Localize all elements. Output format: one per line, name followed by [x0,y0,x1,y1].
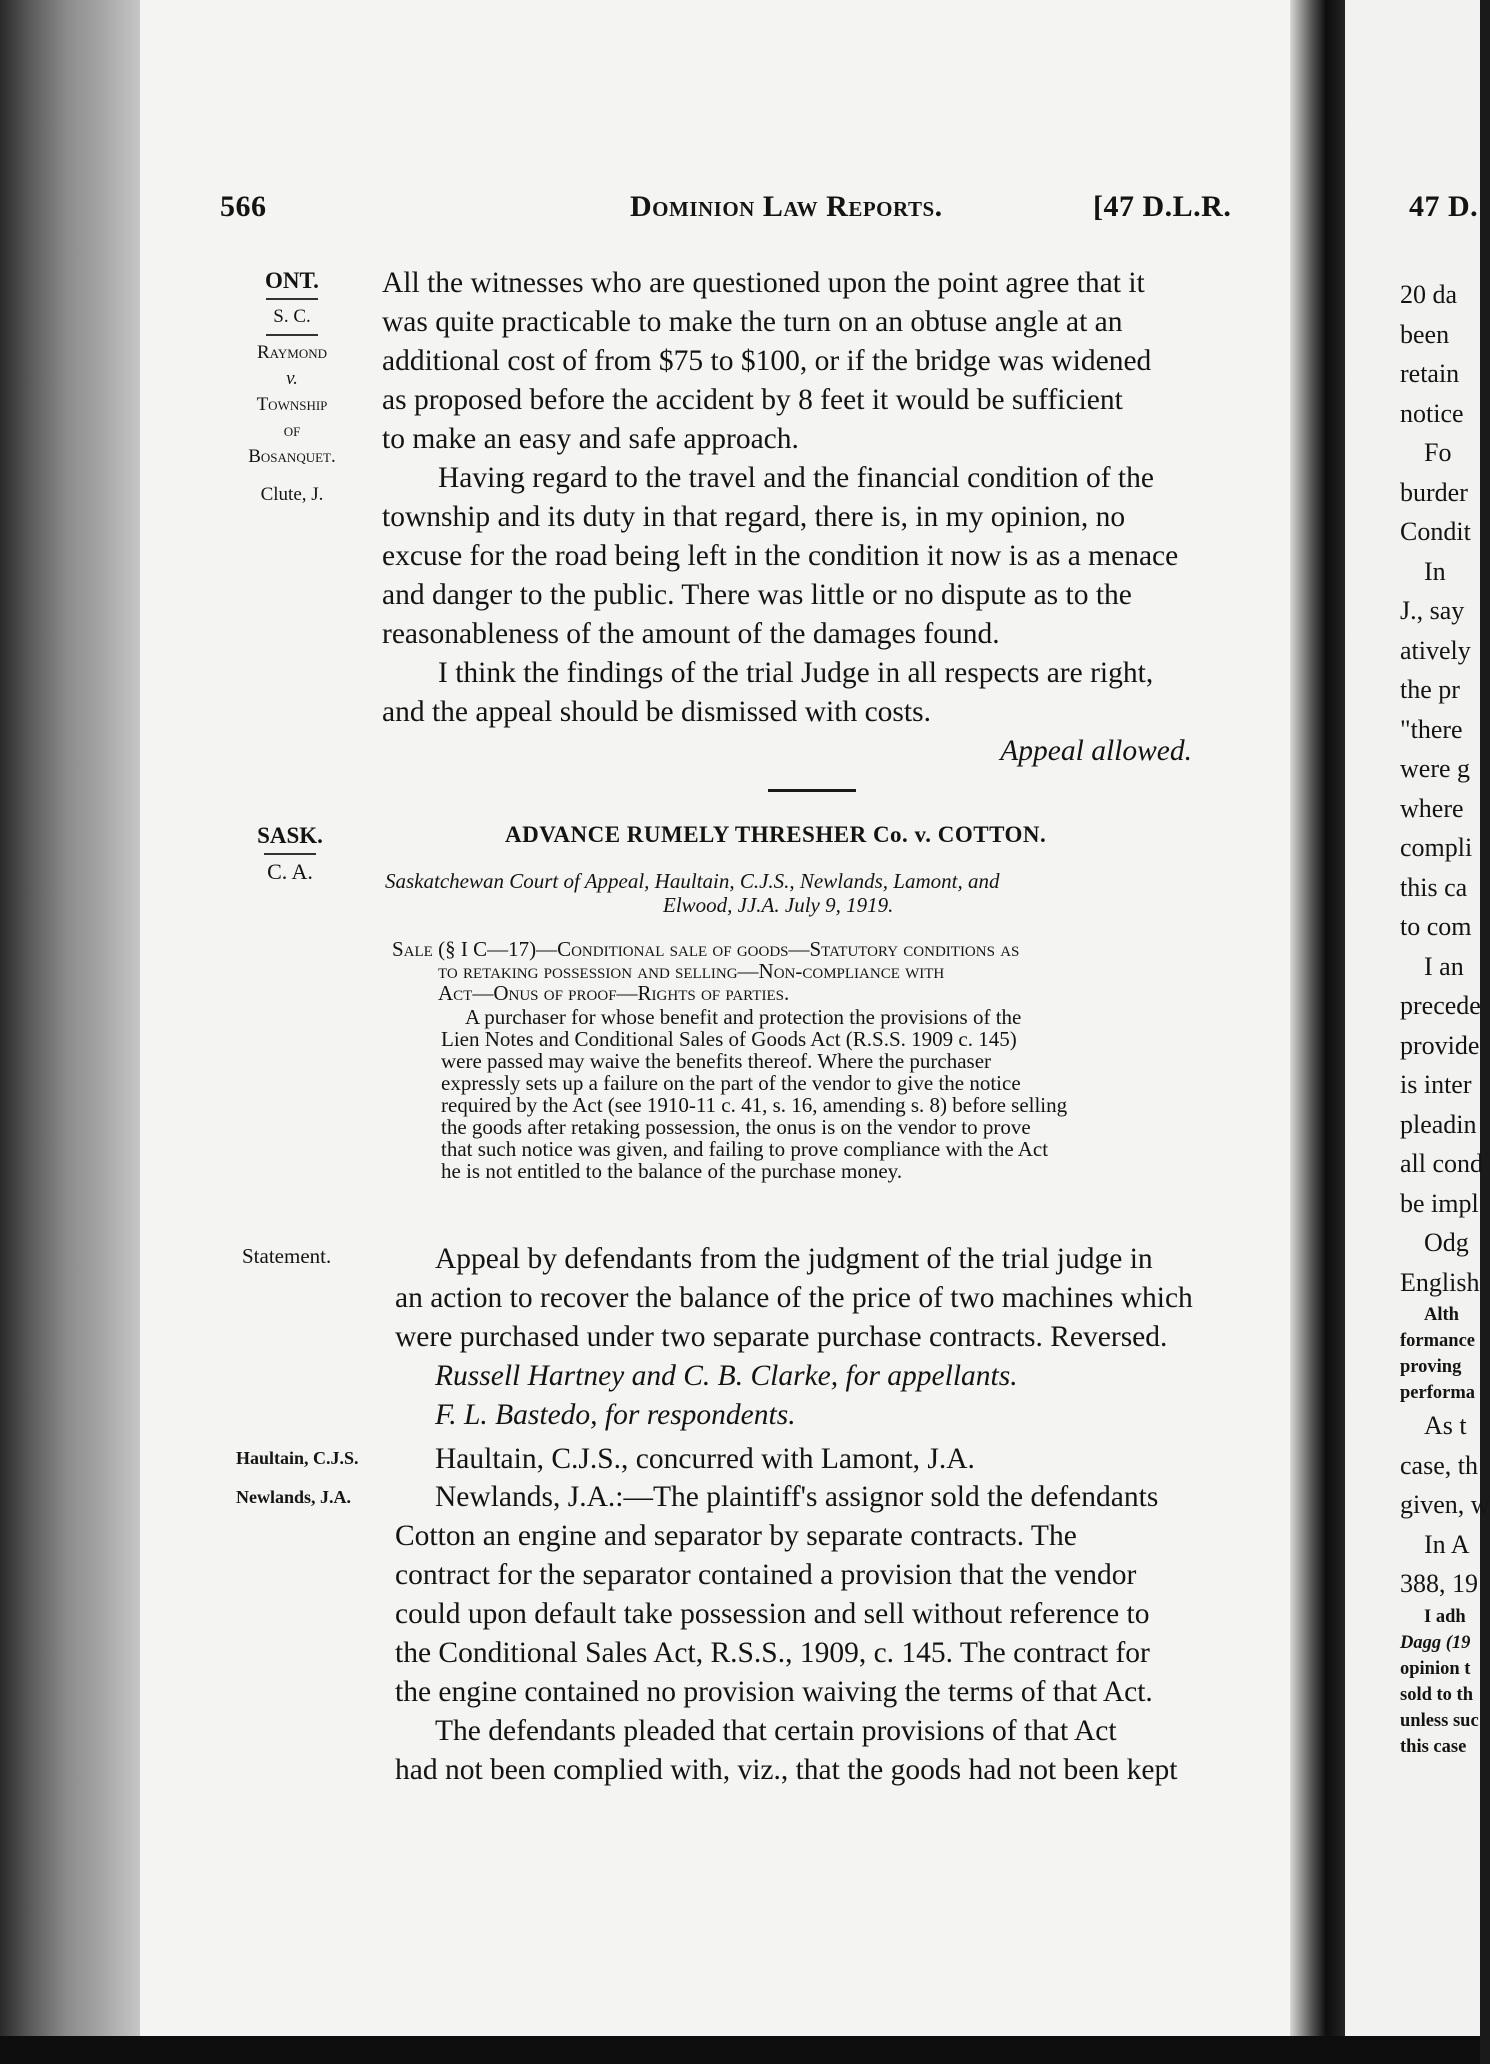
book-spine-edge [0,0,150,2064]
disposition: Appeal allowed. [1000,735,1192,767]
margin-province: SASK. [257,823,323,848]
body-line: Having regard to the travel and the financial condition of the [438,462,1154,494]
margin-rule [266,298,318,300]
headnote-line: required by the Act (see 1910-11 c. 41, s. 16, amending s. 8) before selling [441,1093,1068,1117]
body-line: township and its duty in that regard, there is, in my opinion, no [382,501,1126,533]
right-line: is inter [1400,1070,1472,1099]
right-line: Fo [1424,438,1452,467]
running-title: Dominion Law Reports. [630,190,943,223]
right-small-line: opinion t [1400,1658,1471,1679]
case1-margin [222,268,362,508]
right-line: to com [1400,912,1472,941]
right-small-line: performa [1400,1383,1475,1403]
headnote-line: Lien Notes and Conditional Sales of Goods Act (R.S.S. 1909 c. 145) [441,1027,1017,1051]
right-line: burder [1400,477,1468,507]
headnote-caption-line: to retaking possession and selling—Non-compliance with [438,959,945,983]
headnote-line: expressly sets up a failure on the part of the vendor to give the notice [441,1071,1021,1095]
bottom-shadow [0,2036,1480,2064]
right-line: this ca [1400,872,1468,902]
margin-province: ONT. [265,268,319,293]
right-line: J., say [1400,596,1465,625]
body-line: excuse for the road being left in the condition it now is as a menace [382,540,1179,572]
right-line: the pr [1400,675,1460,704]
body-line: All the witnesses who are questioned upon the point agree that it [382,267,1145,299]
margin-party-1: Raymond [257,342,327,363]
headnote-line: were passed may waive the benefits thereof. Where the purchaser [441,1049,992,1073]
margin-rule [266,334,318,336]
counsel-respondents: F. L. Bastedo, for respondents. [435,1399,796,1431]
right-small-line: this case [1400,1736,1467,1757]
right-line: In [1424,556,1446,586]
margin-haultain: Haultain, C.J.S. [236,1448,359,1468]
right-page-header: 47 D. [1409,190,1479,223]
right-line: 20 da [1400,280,1458,309]
right-small-line: Alth [1424,1305,1459,1325]
margin-court: C. A. [267,859,313,884]
right-line: Condit [1400,517,1471,546]
right-line: where [1400,793,1464,823]
right-line: "there [1400,714,1463,744]
newlands-line: contract for the separator contained a provision that the vendor [395,1559,1137,1591]
court-line-2: Elwood, JJ.A. July 9, 1919. [663,893,894,917]
statement-line: were purchased under two separate purchase contracts. Reversed. [395,1321,1168,1353]
right-small-line: formance [1400,1331,1475,1351]
right-line: were g [1400,754,1471,783]
statement-body [395,1240,1245,1435]
right-line: As t [1424,1411,1467,1440]
statement-line: Appeal by defendants from the judgment of the trial judge in [435,1243,1153,1275]
body-line: additional cost of from $75 to $100, or if the bridge was widened [382,345,1152,377]
right-small-line: Dagg (19 [1400,1632,1471,1653]
right-page-text [1400,275,1490,1760]
margin-party-2c: Bosanquet. [248,446,336,467]
volume-label: [47 D.L.R. [1093,190,1232,223]
newlands-line: the Conditional Sales Act, R.S.S., 1909, c. 145. The contract for [395,1637,1150,1669]
newlands-line: Cotton an engine and separator by separate contracts. The [395,1520,1077,1552]
case-separator-rule [768,789,856,792]
headnote-line: A purchaser for whose benefit and protection the provisions of the [465,1005,1022,1029]
right-line: notice [1400,398,1464,428]
right-line: compli [1400,833,1473,862]
newlands-line: had not been complied with, viz., that the goods had not been kept [395,1754,1178,1786]
margin-rule [264,853,316,855]
book-gutter [1290,0,1350,2064]
margin-party-2: Township [256,394,328,415]
case2-margin [240,823,340,885]
margin-statement: Statement. [242,1244,332,1268]
newlands-line: could upon default take possession and sell without reference to [395,1598,1150,1630]
margin-judge: Clute, J. [260,484,324,505]
body-line: and danger to the public. There was little or no dispute as to the [382,579,1132,611]
body-line: and the appeal should be dismissed with costs. [382,696,931,728]
case1-body [382,264,1232,771]
newlands-body [395,1478,1245,1790]
right-small-line: sold to th [1400,1684,1473,1705]
body-line: to make an easy and safe approach. [382,423,799,455]
body-line: was quite practicable to make the turn on an obtuse angle at an [382,306,1123,338]
right-line: In A [1424,1529,1470,1559]
body-line: I think the findings of the trial Judge in all respects are right, [438,657,1154,689]
newlands-line: Newlands, J.A.:—The plaintiff's assignor sold the defendants [435,1481,1159,1513]
body-line: reasonableness of the amount of the damages found. [382,618,1000,650]
counsel-appellants: Russell Hartney and C. B. Clarke, for appellants. [435,1360,1018,1392]
body-line: as proposed before the accident by 8 feet it would be sufficient [382,384,1123,416]
headnote-caption-line: Act—Onus of proof—Rights of parties. [438,981,790,1005]
headnote-body [441,1006,1067,1182]
statement-line: an action to recover the balance of the price of two machines which [395,1282,1193,1314]
right-line: pleadin [1400,1109,1477,1139]
margin-newlands: Newlands, J.A. [236,1487,352,1507]
right-line: 388, 19 [1400,1569,1478,1598]
right-line: case, th [1400,1450,1478,1480]
headnote-line: the goods after retaking possession, the onus is on the vendor to prove [441,1115,1031,1139]
right-line: provide [1400,1030,1480,1060]
headnote-line: that such notice was given, and failing to prove compliance with the Act [441,1137,1049,1161]
right-line: I an [1424,951,1464,981]
right-line: Odg [1424,1228,1469,1257]
margin-versus: v. [286,368,298,389]
newlands-line: the engine contained no provision waiving the terms of that Act. [395,1676,1153,1708]
right-line: English [1400,1267,1480,1297]
right-line: been [1400,319,1450,349]
headnote-line: he is not entitled to the balance of the purchase money. [441,1159,903,1183]
right-line: be impl [1400,1188,1479,1218]
court-line-1: Saskatchewan Court of Appeal, Haultain, C.J.S., Newlands, Lamont, and [385,869,1000,893]
right-line: precede [1400,991,1481,1020]
headnote-caption [392,938,1019,1004]
margin-party-2b: of [283,420,301,441]
right-line: all cond [1400,1149,1484,1178]
page-number: 566 [220,190,267,223]
haultain-line: Haultain, C.J.S., concurred with Lamont, J.A. [435,1443,975,1475]
newlands-line: The defendants pleaded that certain provisions of that Act [435,1715,1117,1747]
case-title: ADVANCE RUMELY THRESHER Co. v. COTTON. [505,822,1047,847]
right-small-line: proving [1400,1357,1462,1377]
right-line: retain [1400,359,1460,388]
margin-court: S. C. [273,306,311,327]
headnote-caption-line: Sale (§ I C—17)—Conditional sale of goods—Statutory conditions as [392,937,1020,961]
right-line: atively [1400,635,1471,665]
right-small-line: I adh [1424,1606,1466,1627]
right-line: given, w [1400,1490,1490,1519]
right-small-line: unless suc [1400,1710,1479,1731]
